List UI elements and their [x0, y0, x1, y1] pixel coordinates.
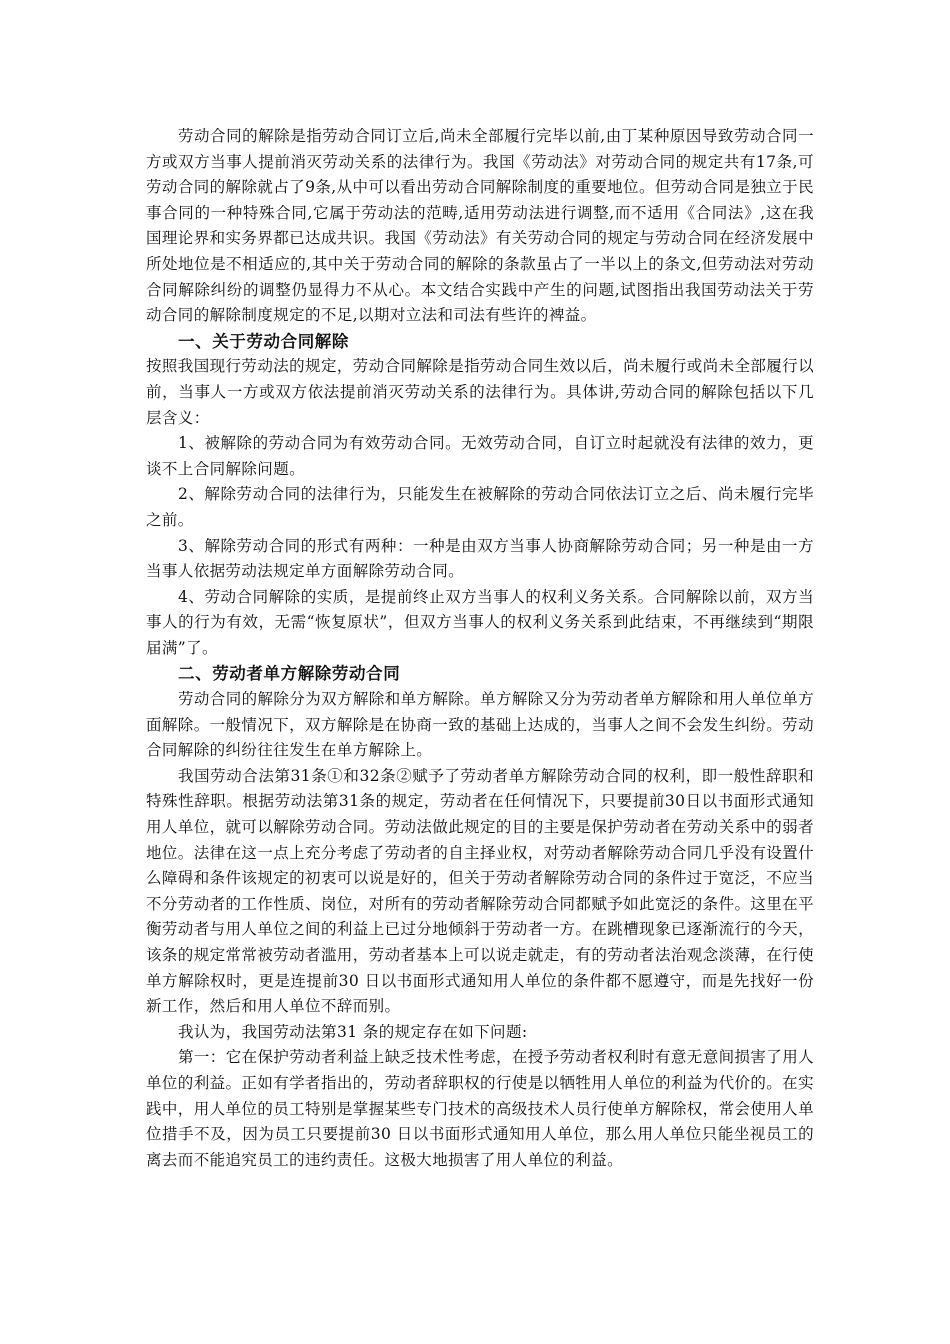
section-1-item-1: 1、被解除的劳动合同为有效劳动合同。无效劳动合同，自订立时起就没有法律的效力，更谈不上合同解除问题。 [146, 434, 814, 478]
section-2-paragraph-4: 第一：它在保护劳动者利益上缺乏技术性考虑，在授予劳动者权利时有意无意间损害了用人单位的利益。正如有学者指出的，劳动者辞职权的行使是以牺牲用人单位的利益为代价的。在实践中，用人单位的员工特别是掌握某些专门技术的高级技术人员行使单方解除权，常会使用人单位措手不及，因为员工只要提前30 日以书面形式通知用人单位，那么用人单位只能坐视员工的离去而不能追究员工的违约责任。这极大地损害了用人单位的利益。 [146, 1048, 815, 1169]
section-2-paragraph-3: 我认为，我国劳动法第31 条的规定存在如下问题: [178, 1022, 528, 1041]
section-1-intro: 按照我国现行劳动法的规定，劳动合同解除是指劳动合同生效以后，尚未履行或尚未全部履行以前，当事人一方或双方依法提前消灭劳动关系的法律行为。具体讲,劳动合同的解除包括以下几层含义： [146, 357, 814, 427]
section-1-heading: 一、关于劳动合同解除 [178, 331, 349, 351]
section-2-paragraph-1: 劳动合同的解除分为双方解除和单方解除。单方解除又分为劳动者单方解除和用人单位单方面解除。一般情况下，双方解除是在协商一致的基础上达成的，当事人之间不会发生纠纷。劳动合同解除的纠纷往往发生在单方解除上。 [146, 690, 815, 760]
section-2-heading: 二、劳动者单方解除劳动合同 [178, 664, 401, 684]
section-2-paragraph-2: 我国劳动合法第31条①和32条②赋予了劳动者单方解除劳动合同的权利，即一般性辞职和特殊性辞职。根据劳动法第31条的规定，劳动者在任何情况下，只要提前30日以书面形式通知用人单位，就可以解除劳动合同。劳动法做此规定的目的主要是保护劳动者在劳动关系中的弱者地位。法律在这一点上充分考虑了劳动者的自主择业权，对劳动者解除劳动合同几乎没有设置什么障碍和条件该规定的初衷可以说是好的，但关于劳动者解除劳动合同的条件过于宽泛，不应当不分劳动者的工作性质、岗位，对所有的劳动者解除劳动合同都赋予如此宽泛的条件。这里在平衡劳动者与用人单位之间的利益上已过分地倾斜于劳动者一方。在跳槽现象已逐渐流行的今天，该条的规定常常被劳动者滥用，劳动者基本上可以说走就走，有的劳动者法治观念淡薄，在行使单方解除权时，更是连提前30 日以书面形式通知用人单位的条件都不愿遵守，而是先找好一份新工作，然后和用人单位不辞而别。 [146, 766, 814, 1016]
section-1-item-2: 2、解除劳动合同的法律行为，只能发生在被解除的劳动合同依法订立之后、尚未履行完毕之前。 [146, 485, 814, 529]
intro-paragraph: 劳动合同的解除是指劳动合同订立后,尚未全部履行完毕以前,由丁某种原因导致劳动合同一方或双方当事人提前消灭劳动关系的法律行为。我国《劳动法》对劳动合同的规定共有17条,可劳动合同的解除就占了9条,从中可以看出劳动合同解除制度的重要地位。但劳动合同是独立于民事合同的一种特殊合同,它属于劳动法的范畴,适用劳动法进行调整,而不适用《合同法》,这在我国理论界和实务界都已达成共识。我国《劳动法》有关劳动合同的规定与劳动合同在经济发展中所处地位是不相适应的,其中关于劳动合同的解除的条款虽占了一半以上的条文,但劳动法对劳动合同解除纠纷的调整仍显得力不从心。本文结合实践中产生的问题,试图指出我国劳动法关于劳动合同的解除制度规定的不足,以期对立法和司法有些许的裨益。 [146, 127, 814, 325]
document-body [146, 124, 814, 1173]
section-1-item-3: 3、解除劳动合同的形式有两种：一种是由双方当事人协商解除劳动合同；另一种是由一方当事人依据劳动法规定单方面解除劳动合同。 [146, 536, 814, 581]
section-1-item-4: 4、劳动合同解除的实质，是提前终止双方当事人的权利义务关系。合同解除以前，双方当事人的行为有效，无需“恢复原状”，但双方当事人的权利义务关系到此结束，不再继续到“期限届满”了。 [146, 587, 814, 657]
